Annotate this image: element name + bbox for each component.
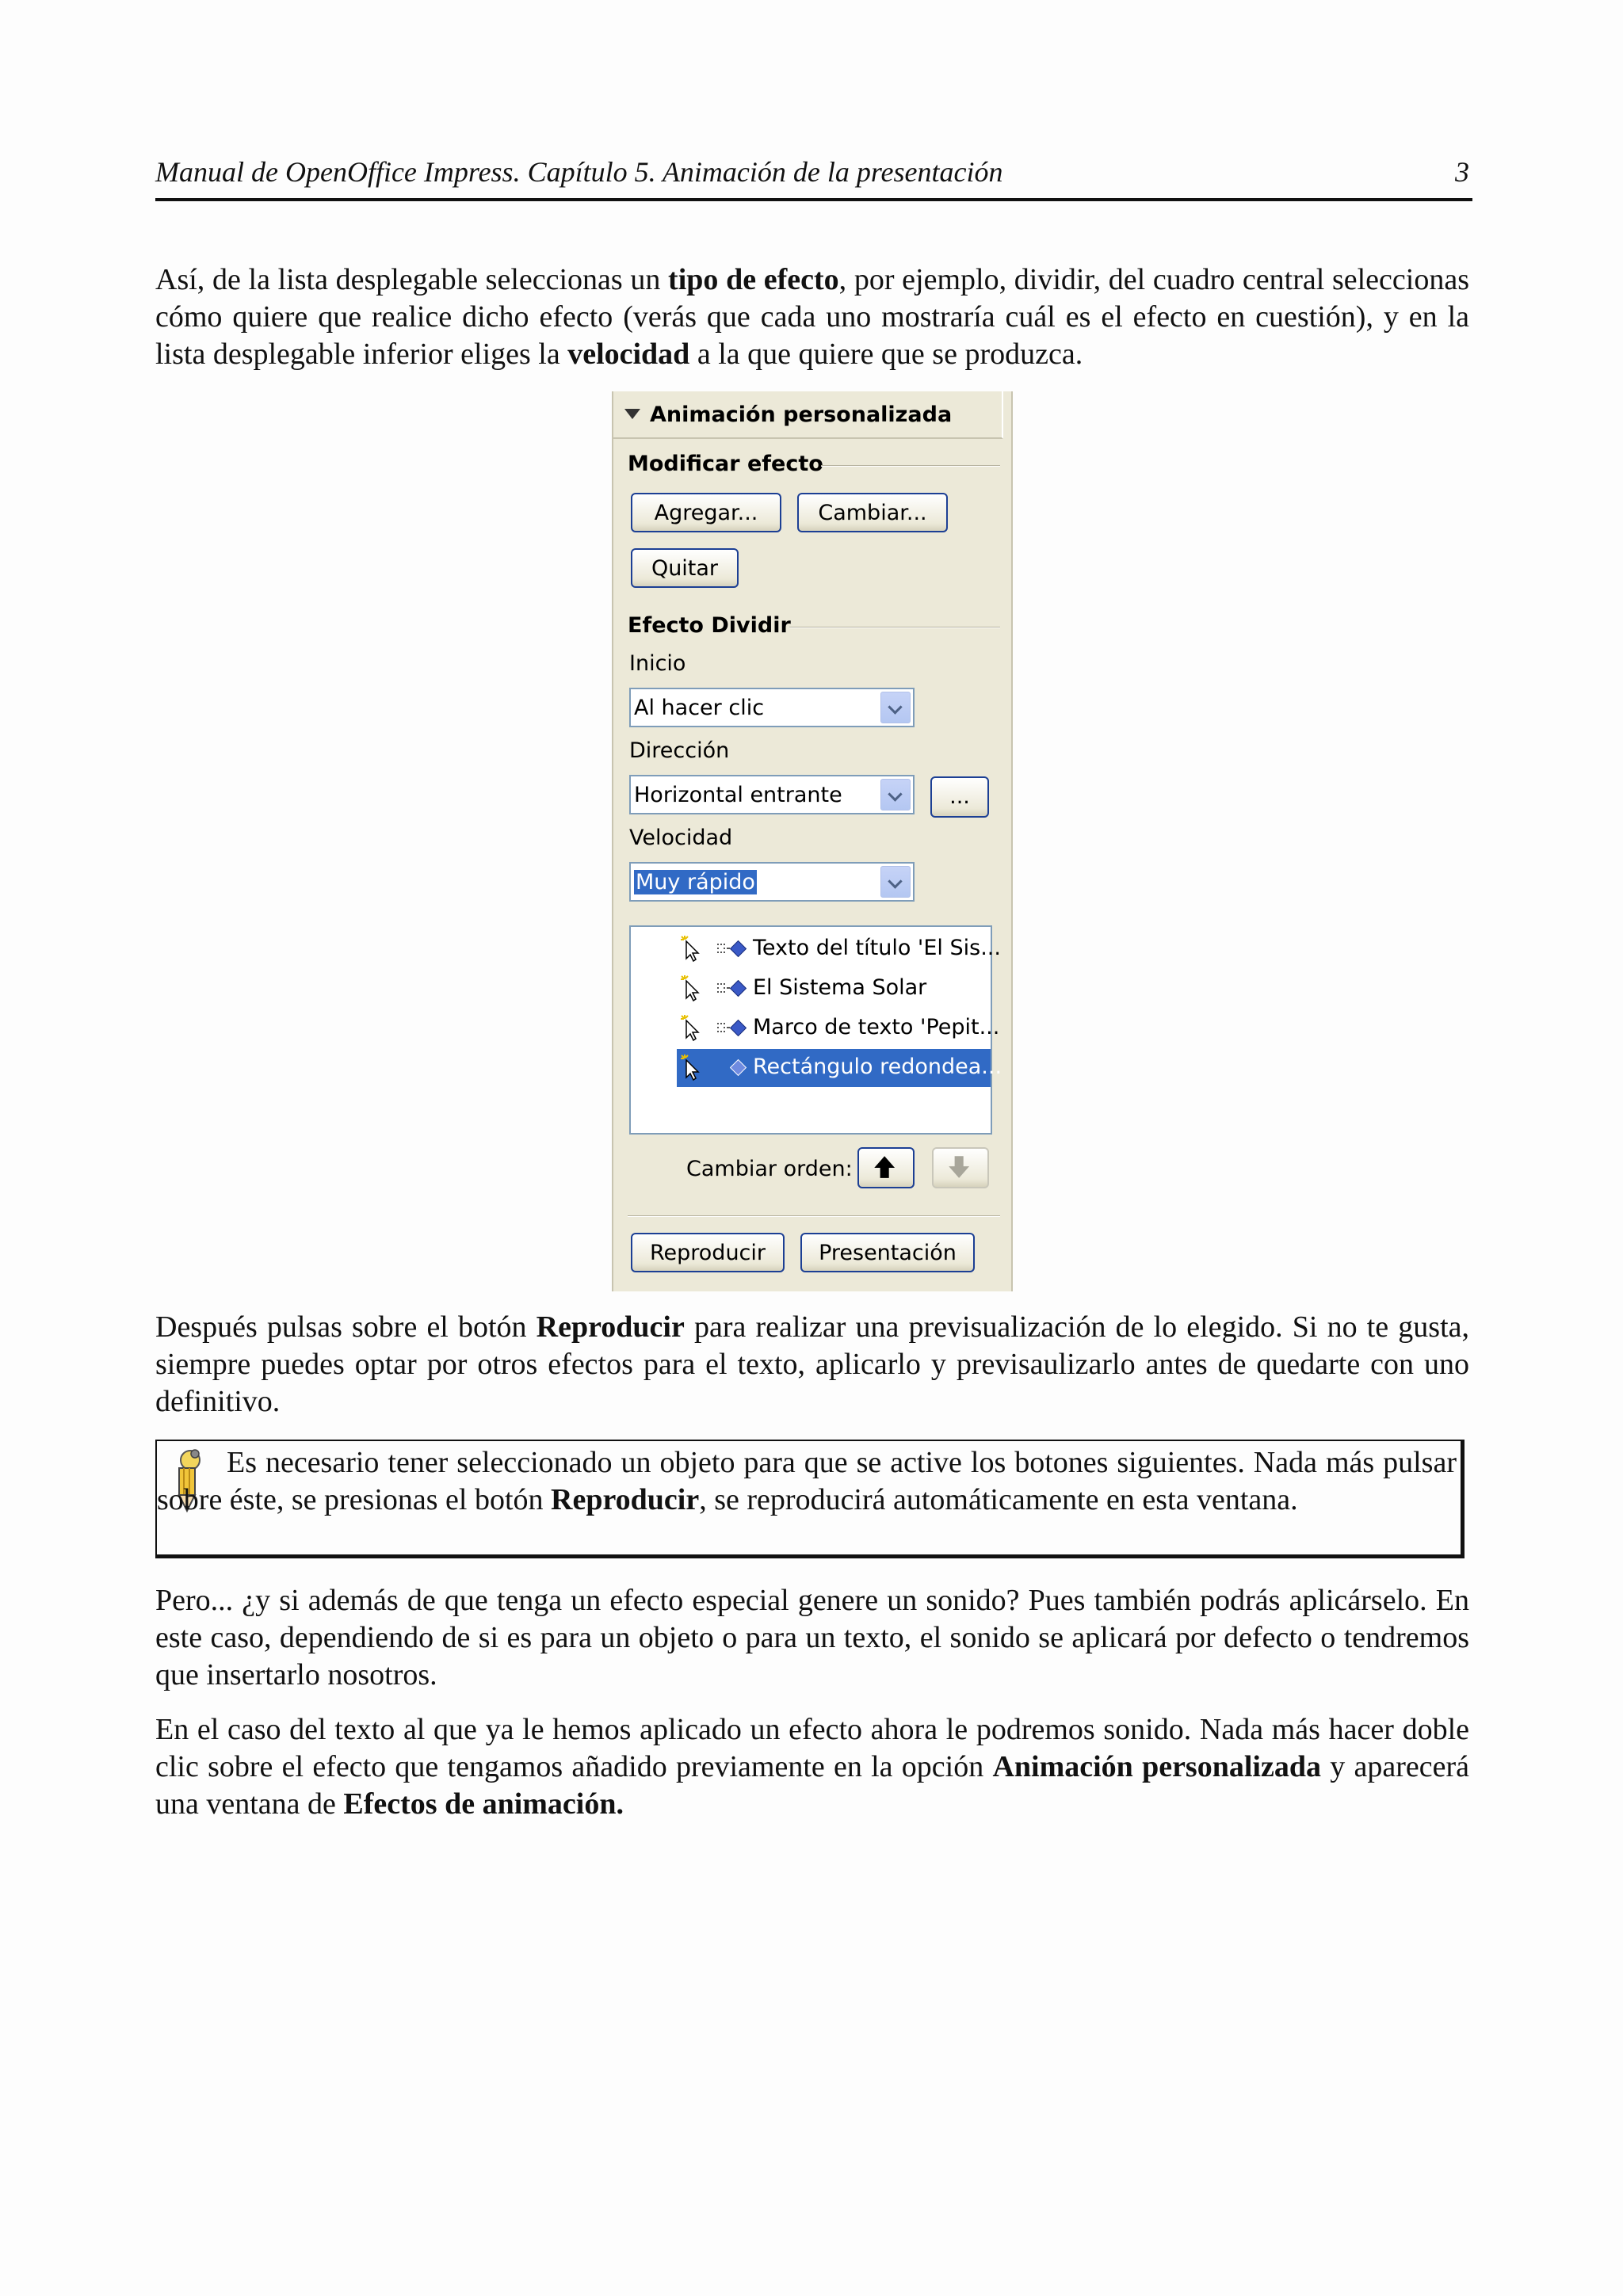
- click-cursor-icon: [680, 974, 701, 1003]
- chevron-down-icon[interactable]: [880, 866, 911, 898]
- bold-run: Reproducir: [536, 1310, 685, 1344]
- text-run: , por ejemplo, dividir, del cuadro central seleccionas cómo quiere que realice dicho efecto (verás que cada uno mostraría cuál es el efecto en cuestión), y en la lista desplegable inferior eliges la: [155, 263, 1469, 371]
- text-run: , se reproducirá automáticamente en esta ventana.: [699, 1483, 1298, 1516]
- text-run: Es necesario tener seleccionado un objeto para que se active los botones siguientes. Nada más pulsar sobre éste, se presionas el botón: [157, 1446, 1457, 1516]
- effect-type-icon: [716, 942, 731, 955]
- effect-label: Marco de texto 'Pepit...: [753, 1015, 1000, 1039]
- effect-label: El Sistema Solar: [753, 975, 927, 1000]
- effect-label: Rectángulo redondea...: [753, 1055, 1002, 1079]
- diamond-icon: [730, 940, 747, 957]
- direction-options-button[interactable]: ...: [930, 776, 989, 818]
- direction-label: Dirección: [629, 738, 730, 763]
- text-run: En el caso del texto al que ya le hemos aplicado un efecto ahora le podremos sonido. Nada más hacer doble clic sobre el efecto que tengamos añadido previamente en la opción: [155, 1713, 1469, 1783]
- change-order-label: Cambiar orden:: [686, 1157, 853, 1181]
- diamond-icon: [730, 1059, 747, 1076]
- section-divider: [821, 465, 1000, 467]
- speed-select-value: Muy rápido: [636, 870, 755, 894]
- start-label: Inicio: [629, 651, 686, 676]
- paragraph-play: [155, 1309, 1469, 1421]
- click-cursor-icon: [680, 935, 701, 963]
- text-run: y aparecerá una ventana de: [155, 1750, 1469, 1821]
- direction-select[interactable]: [629, 775, 915, 814]
- effects-list[interactable]: [629, 925, 1002, 1135]
- speed-label: Velocidad: [629, 826, 733, 850]
- bold-run: Reproducir: [551, 1483, 700, 1516]
- bold-run: velocidad: [567, 338, 690, 371]
- change-button[interactable]: Cambiar...: [797, 493, 948, 532]
- note-text: [157, 1444, 1457, 1519]
- paragraph-intro: [155, 261, 1469, 373]
- move-up-button[interactable]: [857, 1147, 915, 1188]
- bold-run: Animación personalizada: [992, 1750, 1321, 1783]
- modify-effect-section: Modificar efecto: [628, 452, 823, 476]
- section-divider: [789, 627, 1000, 628]
- chevron-down-icon[interactable]: [880, 779, 911, 810]
- speed-select[interactable]: [629, 862, 915, 902]
- effect-type-icon: [716, 1021, 731, 1034]
- page-number: 3: [1455, 156, 1469, 188]
- collapse-triangle-icon[interactable]: [624, 409, 640, 419]
- click-cursor-icon: [680, 1054, 701, 1082]
- custom-animation-panel: [612, 391, 1013, 1291]
- section-divider: [628, 1215, 1000, 1217]
- page-header: [155, 152, 1472, 201]
- list-item[interactable]: [677, 930, 1001, 968]
- effect-label: Texto del título 'El Sis...: [753, 936, 1001, 960]
- list-item[interactable]: [677, 970, 991, 1008]
- start-select-value: Al hacer clic: [634, 696, 765, 720]
- list-item-selected[interactable]: [677, 1049, 1002, 1087]
- text-run: Después pulsas sobre el botón: [155, 1310, 537, 1344]
- chevron-down-icon[interactable]: [880, 692, 911, 723]
- move-down-button[interactable]: [932, 1147, 989, 1188]
- header-title: Manual de OpenOffice Impress. Capítulo 5. Animación de la presentación: [155, 156, 1003, 188]
- text-run: a la que quiere que se produzca.: [689, 338, 1083, 371]
- note-box: [155, 1440, 1465, 1558]
- paragraph-sound: Pero... ¿y si además de que tenga un efecto especial genere un sonido? Pues también podrás aplicárselo. En este caso, dependiendo de si es para un objeto o para un texto, el sonido se aplicará por defecto o tendremos que insertarlo nosotros.: [155, 1584, 1469, 1691]
- bold-run: Efectos de animación.: [343, 1787, 624, 1821]
- diamond-icon: [730, 1020, 747, 1036]
- bold-run: tipo de efecto: [668, 263, 839, 296]
- panel-title: Animación personalizada: [650, 402, 953, 427]
- start-select[interactable]: [629, 688, 915, 727]
- paragraph-text-sound: [155, 1711, 1469, 1823]
- add-button[interactable]: Agregar...: [631, 493, 781, 532]
- arrow-up-icon: [859, 1149, 913, 1187]
- effect-type-icon: [716, 982, 731, 994]
- effect-section: Efecto Dividir: [628, 613, 791, 638]
- panel-title-bar[interactable]: [613, 391, 1003, 439]
- diamond-icon: [730, 980, 747, 997]
- presentation-button[interactable]: Presentación: [800, 1233, 975, 1272]
- remove-button[interactable]: Quitar: [631, 548, 739, 588]
- text-run: Así, de la lista desplegable seleccionas un: [155, 263, 669, 296]
- list-item[interactable]: [677, 1009, 1000, 1047]
- click-cursor-icon: [680, 1014, 701, 1043]
- play-button[interactable]: Reproducir: [631, 1233, 785, 1272]
- arrow-down-icon: [934, 1149, 987, 1187]
- direction-select-value: Horizontal entrante: [634, 783, 842, 807]
- text-run: para realizar una previsualización de lo elegido. Si no te gusta, siempre puedes optar por otros efectos para el texto, aplicarlo y previsaulizarlo antes de quedarte con uno definitivo.: [155, 1310, 1469, 1418]
